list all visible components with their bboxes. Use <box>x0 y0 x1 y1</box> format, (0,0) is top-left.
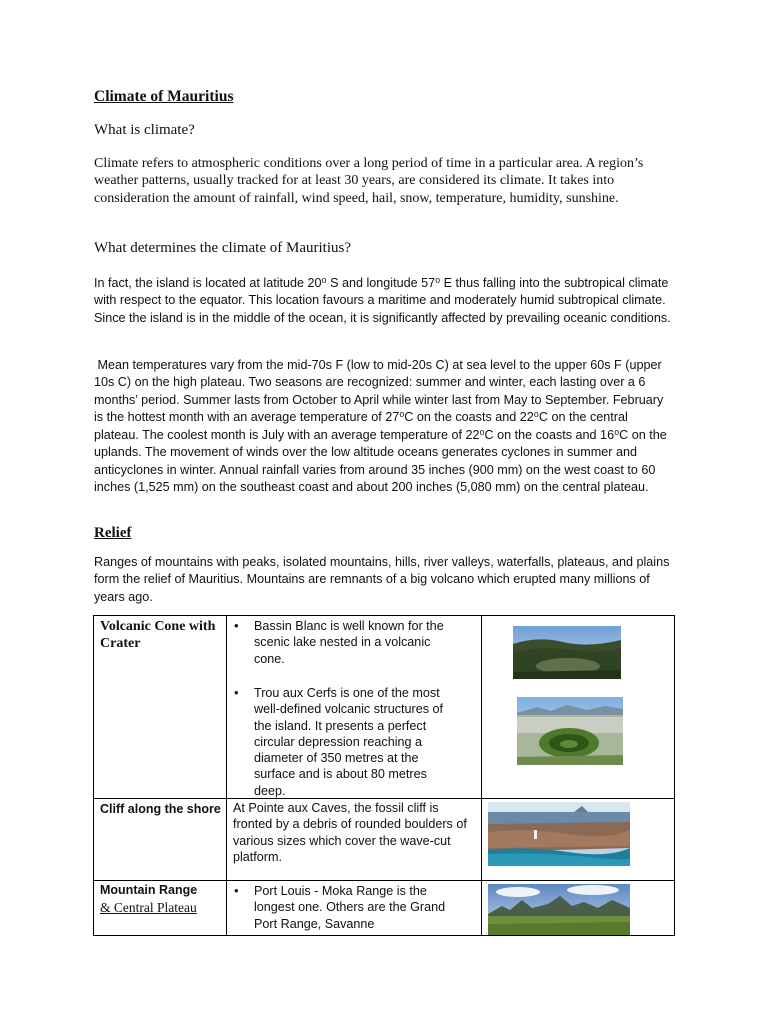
row-title-volcanic-cone: Volcanic Cone with Crater <box>100 619 216 651</box>
bullet-glyph: • <box>234 883 239 898</box>
row-title-central-plateau: & Central Plateau <box>100 900 197 915</box>
relief-heading: Relief <box>94 525 132 541</box>
trou-aux-cerfs-photo <box>517 697 623 765</box>
page-title: Climate of Mauritius <box>94 88 234 105</box>
bullet-text: Bassin Blanc is well known for the scenic lake nested in a volcanic cone. <box>254 619 444 666</box>
paragraph-location: In fact, the island is located at latitude 20⁰ S and longitude 57⁰ E thus falling into the subtropical climate with respect to the equator. This location favours a maritime and moderately humid subtropical climate. Since the island is in the middle of the ocean, it is significantly affected by prevailing oceanic conditions. <box>94 276 671 325</box>
pointe-aux-caves-photo <box>488 802 630 866</box>
table-column-divider <box>481 616 482 935</box>
bullet-glyph: • <box>234 618 239 633</box>
mountain-range-photo <box>488 884 630 935</box>
cliff-description: At Pointe aux Caves, the fossil cliff is fronted by a debris of rounded boulders of various sizes which cover the wave-cut platform. <box>233 801 467 864</box>
bullet-text: Trou aux Cerfs is one of the most well-defined volcanic structures of the island. It presents a perfect circular depression reaching a diameter of 350 metres at the surface and is about 80 metres deep. <box>254 686 443 798</box>
bassin-blanc-photo <box>513 626 621 679</box>
paragraph-relief-intro: Ranges of mountains with peaks, isolated mountains, hills, river valleys, waterfalls, plateaus, and plains form the relief of Mauritius. Mountains are remnants of a big volcano which erupted many millions of years ago. <box>94 555 670 604</box>
row-title-cliff: Cliff along the shore <box>100 802 221 816</box>
paragraph-climate-definition: Climate refers to atmospheric conditions over a long period of time in a particular area. A region’s weather patterns, usually tracked for at least 30 years, are considered its climate. It takes into consideration the amount of rainfall, wind speed, hail, snow, temperature, humidity, sunshine. <box>94 156 644 206</box>
bullet-bassin-blanc <box>234 618 454 667</box>
relief-table <box>93 615 675 936</box>
table-column-divider <box>226 616 227 935</box>
bullet-glyph: • <box>234 685 239 700</box>
bullet-port-louis-moka <box>234 883 454 932</box>
paragraph-temperatures: Mean temperatures vary from the mid-70s F (low to mid-20s C) at sea level to the upper 60s F (upper 10s C) on the high plateau. Two seasons are recognized: summer and winter, each lasting over a 6 months’ period. Summer lasts from October to April while winter last from May to September. February is the hottest month with an average temperature of 27⁰C on the coasts and 22⁰C on the central plateau. The coolest month is July with an average temperature of 22⁰C on the coasts and 16⁰C on the uplands. The movement of winds over the low altitude oceans generates cyclones in summer and anticyclones in winter. Annual rainfall varies from around 35 inches (900 mm) on the west coast to 60 inches (1,525 mm) on the southeast coast and about 200 inches (5,080 mm) on the central plateau. <box>94 358 671 495</box>
bullet-text: Port Louis - Moka Range is the longest one. Others are the Grand Port Range, Savanne <box>254 884 446 931</box>
row-title-mountain-range: Mountain Range <box>100 883 198 897</box>
question-what-is-climate: What is climate? <box>94 122 195 138</box>
question-climate-determinants: What determines the climate of Mauritius? <box>94 240 351 256</box>
bullet-trou-aux-cerfs <box>234 685 454 799</box>
table-row-divider <box>94 880 674 881</box>
